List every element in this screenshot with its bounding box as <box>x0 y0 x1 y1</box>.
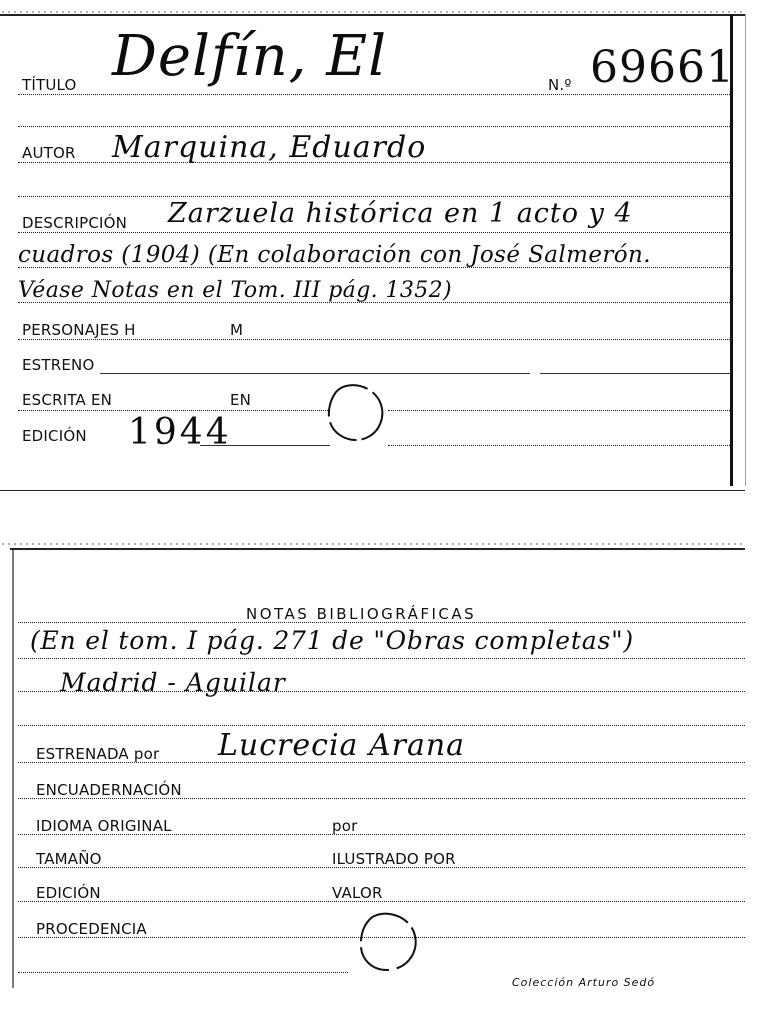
descripcion-rule-1 <box>18 232 730 233</box>
edicion-line-b <box>388 445 730 446</box>
descripcion-rule-3 <box>18 302 730 303</box>
blank-line-1 <box>18 126 730 127</box>
descripcion-line-2: cuadros (1904) (En colaboración con José Salmerón. <box>18 242 651 268</box>
card-right-edge <box>745 14 746 486</box>
notas-title-line <box>18 622 745 623</box>
notas-line-2: Madrid - Aguilar <box>60 668 286 697</box>
estreno-label: ESTRENO <box>22 356 95 374</box>
escrita-en-label: EN <box>230 391 252 409</box>
autor-value: Marquina, Eduardo <box>112 130 427 165</box>
card-top-border <box>0 14 745 16</box>
titulo-value: Delfín, El <box>112 24 388 89</box>
estreno-line-a <box>100 373 530 374</box>
descripcion-line-1: Zarzuela histórica en 1 acto y 4 <box>168 198 633 229</box>
personajes-m-label: M <box>230 321 244 339</box>
escrita-label: ESCRITA EN <box>22 391 113 409</box>
notas-rule-3 <box>18 725 745 726</box>
descripcion-rule-2 <box>18 267 730 268</box>
punch-hole-icon <box>322 382 388 444</box>
titulo-label: TÍTULO <box>22 76 77 94</box>
edicion-line-a <box>200 445 330 446</box>
titulo-line <box>18 94 730 95</box>
encuadernacion-label: ENCUADERNACIÓN <box>36 781 182 799</box>
tamano-label: TAMAÑO <box>36 850 102 868</box>
card-bottom-border <box>0 490 745 491</box>
card-back-top-border <box>10 548 745 550</box>
estreno-line-b <box>540 373 730 374</box>
descripcion-line-3: Véase Notas en el Tom. III pág. 1352) <box>18 278 453 303</box>
notas-line-1: (En el tom. I pág. 271 de "Obras completas") <box>30 626 634 655</box>
autor-line <box>18 162 730 163</box>
back-edicion-label: EDICIÓN <box>36 884 101 902</box>
numero-label: N.º <box>548 76 572 94</box>
escrita-line-a <box>18 410 328 411</box>
idioma-label: IDIOMA ORIGINAL <box>36 817 172 835</box>
ilustrado-label: ILUSTRADO POR <box>332 850 456 868</box>
edicion-label: EDICIÓN <box>22 427 87 445</box>
encuadernacion-line <box>18 798 745 799</box>
descripcion-label: DESCRIPCIÓN <box>22 214 128 232</box>
notas-rule-1 <box>18 658 745 659</box>
escrita-line-b <box>388 410 730 411</box>
numero-value: 69661 <box>590 42 735 93</box>
estrenada-value: Lucrecia Arana <box>218 728 466 763</box>
tamano-line <box>18 867 745 868</box>
notas-rule-2 <box>18 691 745 692</box>
card-back-left-border <box>12 548 14 988</box>
collection-credit: Colección Arturo Sedó <box>512 976 656 989</box>
edicion-valor-line <box>18 901 745 902</box>
valor-label: VALOR <box>332 884 383 902</box>
personajes-label: PERSONAJES H <box>22 321 136 339</box>
catalog-card-back <box>0 540 759 1028</box>
card-back-top-edge <box>0 542 745 546</box>
procedencia-label: PROCEDENCIA <box>36 920 147 938</box>
autor-label: AUTOR <box>22 144 76 162</box>
idioma-por-label: por <box>332 817 358 835</box>
estrenada-line <box>18 762 745 763</box>
punch-hole-back-icon <box>355 910 421 976</box>
estrenada-label: ESTRENADA por <box>36 745 160 763</box>
bottom-rule <box>18 972 348 973</box>
personajes-line <box>18 339 730 340</box>
idioma-line <box>18 834 745 835</box>
blank-line-2 <box>18 196 730 197</box>
notas-title: NOTAS BIBLIOGRÁFICAS <box>246 605 477 623</box>
edicion-value: 1944 <box>128 412 232 453</box>
catalog-card-front <box>0 0 759 500</box>
